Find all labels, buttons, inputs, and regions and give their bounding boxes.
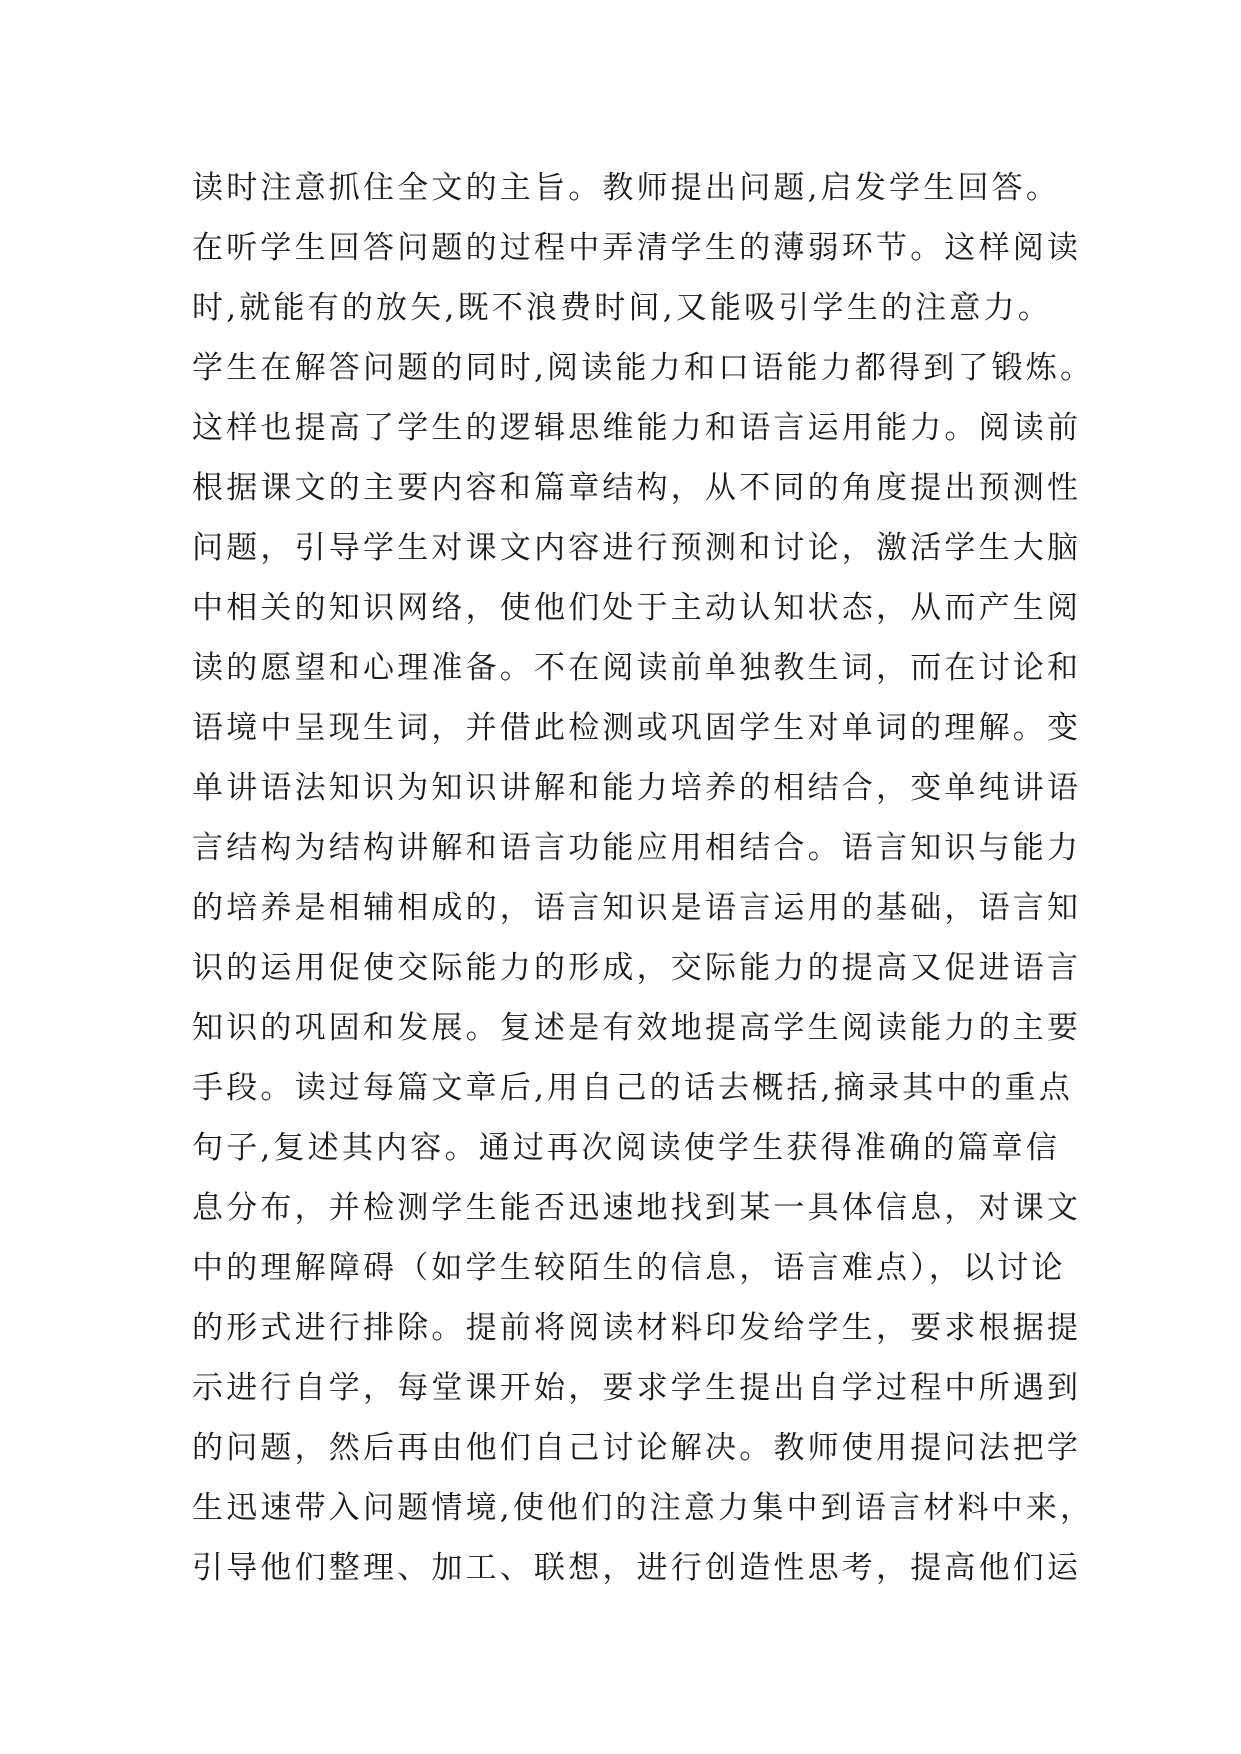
text-line: 识的运用促使交际能力的形成，交际能力的提高又促进语言 [192,950,1082,986]
text-line: 引导他们整理、加工、联想，进行创造性思考，提高他们运 [192,1550,1082,1586]
text-line: 示进行自学，每堂课开始，要求学生提出自学过程中所遇到 [192,1370,1082,1406]
text-line: 息分布，并检测学生能否迅速地找到某一具体信息，对课文 [192,1190,1082,1226]
text-line: 句子,复述其内容。通过再次阅读使学生获得准确的篇章信 [192,1130,1061,1166]
text-line: 中的理解障碍（如学生较陌生的信息，语言难点），以讨论 [192,1250,1066,1286]
text-line: 生迅速带入问题情境,使他们的注意力集中到语言材料中来， [192,1490,1095,1526]
text-line: 中相关的知识网络，使他们处于主动认知状态，从而产生阅 [192,590,1082,626]
text-line: 的培养是相辅相成的，语言知识是语言运用的基础，语言知 [192,890,1082,926]
text-line: 学生在解答问题的同时,阅读能力和口语能力都得到了锻炼。 [192,350,1095,386]
text-line: 在听学生回答问题的过程中弄清学生的薄弱环节。这样阅读 [192,230,1082,266]
text-line: 读时注意抓住全文的主旨。教师提出问题,启发学生回答。 [192,170,1061,206]
text-line: 的形式进行排除。提前将阅读材料印发给学生，要求根据提 [192,1310,1082,1346]
text-line: 这样也提高了学生的逻辑思维能力和语言运用能力。阅读前 [192,410,1082,446]
text-line: 言结构为结构讲解和语言功能应用相结合。语言知识与能力 [192,830,1082,866]
text-line: 根据课文的主要内容和篇章结构，从不同的角度提出预测性 [192,470,1082,506]
text-line: 读的愿望和心理准备。不在阅读前单独教生词，而在讨论和 [192,650,1082,686]
body-text [192,158,1095,1598]
text-line: 知识的巩固和发展。复述是有效地提高学生阅读能力的主要 [192,1010,1082,1046]
text-line: 时,就能有的放矢,既不浪费时间,又能吸引学生的注意力。 [192,290,1052,326]
text-line: 手段。读过每篇文章后,用自己的话去概括,摘录其中的重点 [192,1070,1074,1106]
text-line: 的问题，然后再由他们自己讨论解决。教师使用提问法把学 [192,1430,1082,1466]
text-line: 语境中呈现生词，并借此检测或巩固学生对单词的理解。变 [192,710,1082,746]
text-line: 单讲语法知识为知识讲解和能力培养的相结合，变单纯讲语 [192,770,1082,806]
text-line: 问题，引导学生对课文内容进行预测和讨论，激活学生大脑 [192,530,1082,566]
